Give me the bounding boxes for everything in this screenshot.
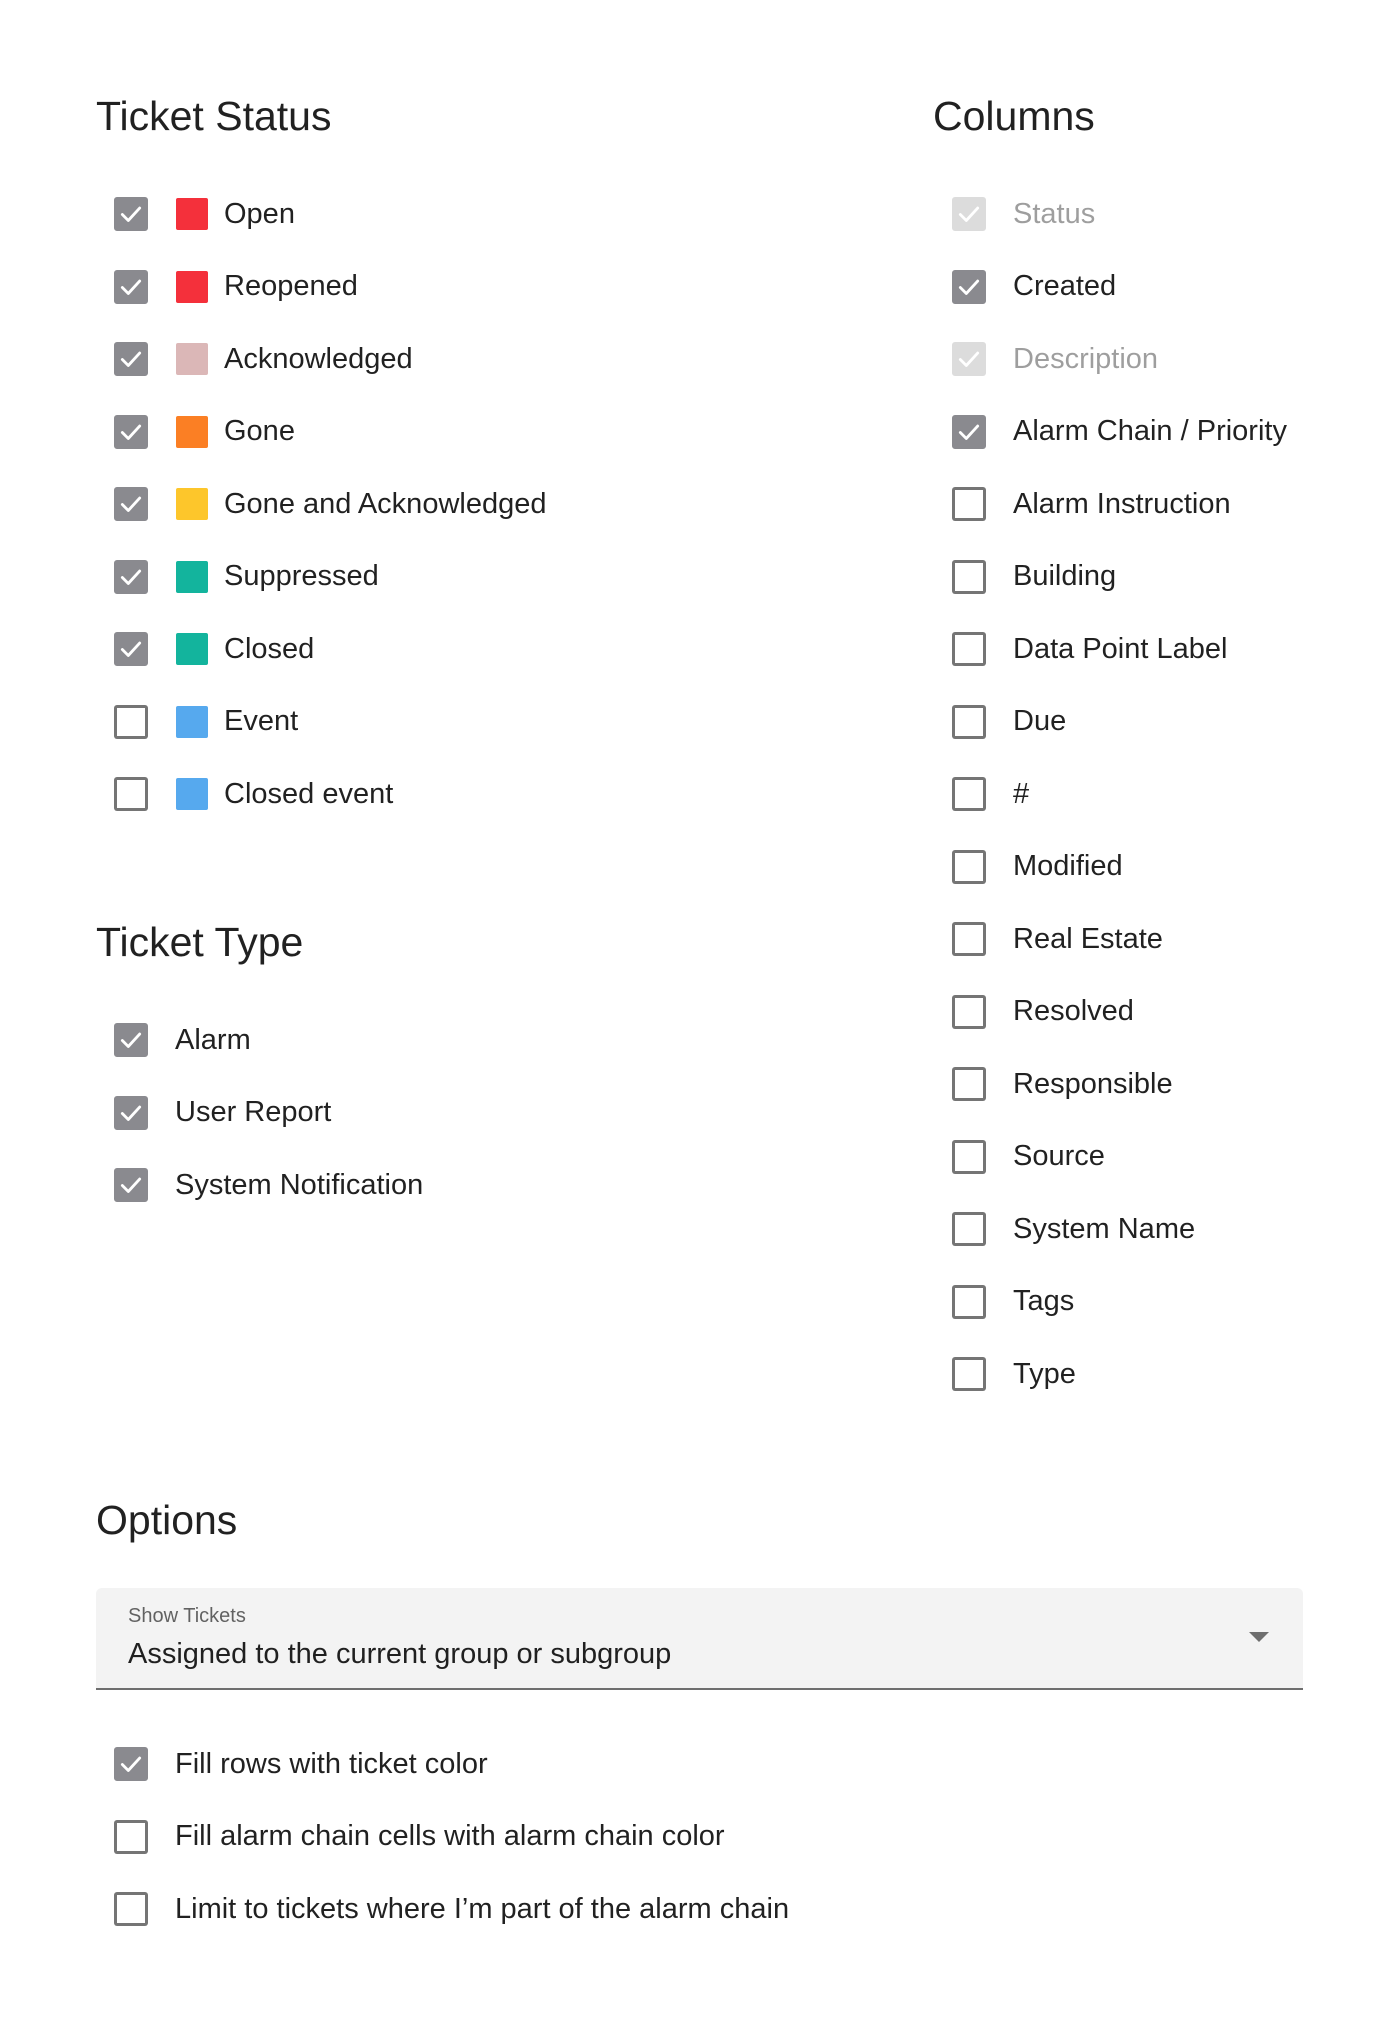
ticket-type-title: Ticket Type bbox=[96, 919, 304, 965]
column-toggle-label: Building bbox=[1013, 560, 1117, 593]
column-toggle-label: Type bbox=[1013, 1357, 1076, 1390]
unchecked-checkbox-icon[interactable] bbox=[952, 1140, 986, 1174]
unchecked-checkbox-icon[interactable] bbox=[952, 850, 986, 884]
status-filter-event[interactable] bbox=[114, 686, 546, 759]
option-limit-to-tickets-where-i-m-part-of-the-alarm-chain[interactable] bbox=[114, 1873, 789, 1946]
show-tickets-label: Show Tickets bbox=[128, 1605, 246, 1627]
options-title: Options bbox=[96, 1497, 238, 1543]
column-toggle-label: Due bbox=[1013, 705, 1067, 738]
checked-checkbox-icon[interactable] bbox=[114, 632, 148, 666]
ticket-type-list bbox=[114, 1004, 423, 1222]
column-toggle-label: Data Point Label bbox=[1013, 632, 1228, 665]
column-toggle-hash[interactable] bbox=[952, 758, 1287, 831]
column-toggle-modified[interactable] bbox=[952, 831, 1287, 904]
ticket-type-label: System Notification bbox=[175, 1168, 424, 1201]
status-filter-label: Reopened bbox=[224, 270, 358, 303]
columns-title: Columns bbox=[933, 93, 1095, 139]
status-filter-gone[interactable] bbox=[114, 396, 546, 469]
status-filter-label: Gone and Acknowledged bbox=[224, 487, 547, 520]
options-list bbox=[114, 1728, 789, 1946]
ticket-type-label: User Report bbox=[175, 1096, 332, 1129]
checked-checkbox-icon[interactable] bbox=[114, 1168, 148, 1202]
column-toggle-resolved[interactable] bbox=[952, 976, 1287, 1049]
column-toggle-label: # bbox=[1013, 777, 1030, 810]
column-toggle-label: Real Estate bbox=[1013, 922, 1163, 955]
unchecked-checkbox-icon[interactable] bbox=[952, 995, 986, 1029]
status-filter-reopened[interactable] bbox=[114, 251, 546, 324]
column-toggle-label: Alarm Chain / Priority bbox=[1013, 415, 1287, 448]
ticket-status-list bbox=[114, 178, 546, 831]
status-color-swatch bbox=[176, 271, 208, 303]
column-toggle-system-name[interactable] bbox=[952, 1193, 1287, 1266]
unchecked-checkbox-icon[interactable] bbox=[952, 1067, 986, 1101]
column-toggle-tags[interactable] bbox=[952, 1266, 1287, 1339]
status-filter-label: Closed bbox=[224, 632, 315, 665]
checked-checkbox-icon[interactable] bbox=[114, 560, 148, 594]
ticket-type-alarm[interactable] bbox=[114, 1004, 423, 1077]
column-toggle-real-estate[interactable] bbox=[952, 903, 1287, 976]
unchecked-checkbox-icon[interactable] bbox=[114, 705, 148, 739]
status-filter-label: Event bbox=[224, 705, 299, 738]
checked-checkbox-icon bbox=[952, 197, 986, 231]
show-tickets-select[interactable] bbox=[96, 1588, 1303, 1690]
column-toggle-label: Tags bbox=[1013, 1285, 1075, 1318]
columns-list bbox=[952, 178, 1287, 1411]
option-fill-alarm-chain-cells-with-alarm-chain-color[interactable] bbox=[114, 1801, 789, 1874]
checked-checkbox-icon[interactable] bbox=[114, 197, 148, 231]
column-toggle-label: Responsible bbox=[1013, 1067, 1173, 1100]
status-color-swatch bbox=[176, 488, 208, 520]
status-filter-label: Closed event bbox=[224, 777, 394, 810]
unchecked-checkbox-icon[interactable] bbox=[114, 1820, 148, 1854]
option-label: Fill alarm chain cells with alarm chain color bbox=[175, 1820, 725, 1853]
unchecked-checkbox-icon[interactable] bbox=[952, 560, 986, 594]
status-filter-suppressed[interactable] bbox=[114, 541, 546, 614]
status-filter-acknowledged[interactable] bbox=[114, 323, 546, 396]
option-label: Fill rows with ticket color bbox=[175, 1747, 488, 1780]
unchecked-checkbox-icon[interactable] bbox=[952, 777, 986, 811]
checked-checkbox-icon[interactable] bbox=[114, 270, 148, 304]
column-toggle-building[interactable] bbox=[952, 541, 1287, 614]
status-filter-closed[interactable] bbox=[114, 613, 546, 686]
unchecked-checkbox-icon[interactable] bbox=[952, 1285, 986, 1319]
column-toggle-description bbox=[952, 323, 1287, 396]
unchecked-checkbox-icon[interactable] bbox=[114, 777, 148, 811]
status-color-swatch bbox=[176, 416, 208, 448]
column-toggle-alarm-instruction[interactable] bbox=[952, 468, 1287, 541]
column-toggle-label: Alarm Instruction bbox=[1013, 487, 1231, 520]
unchecked-checkbox-icon[interactable] bbox=[114, 1892, 148, 1926]
ticket-type-user-report[interactable] bbox=[114, 1077, 423, 1150]
status-color-swatch bbox=[176, 706, 208, 738]
ticket-type-label: Alarm bbox=[175, 1023, 251, 1056]
column-toggle-label: Created bbox=[1013, 270, 1117, 303]
unchecked-checkbox-icon[interactable] bbox=[952, 1357, 986, 1391]
ticket-type-system-notification[interactable] bbox=[114, 1149, 423, 1222]
checked-checkbox-icon[interactable] bbox=[114, 1096, 148, 1130]
unchecked-checkbox-icon[interactable] bbox=[952, 1212, 986, 1246]
column-toggle-created[interactable] bbox=[952, 251, 1287, 324]
unchecked-checkbox-icon[interactable] bbox=[952, 632, 986, 666]
column-toggle-responsible[interactable] bbox=[952, 1048, 1287, 1121]
column-toggle-type[interactable] bbox=[952, 1338, 1287, 1411]
column-toggle-label: Modified bbox=[1013, 850, 1123, 883]
status-filter-label: Suppressed bbox=[224, 560, 379, 593]
column-toggle-label: Status bbox=[1013, 197, 1096, 230]
checked-checkbox-icon[interactable] bbox=[114, 1023, 148, 1057]
checked-checkbox-icon[interactable] bbox=[114, 1747, 148, 1781]
dropdown-arrow-icon bbox=[1249, 1632, 1269, 1642]
checked-checkbox-icon bbox=[952, 342, 986, 376]
column-toggle-status bbox=[952, 178, 1287, 251]
checked-checkbox-icon[interactable] bbox=[114, 342, 148, 376]
unchecked-checkbox-icon[interactable] bbox=[952, 705, 986, 739]
status-filter-closed-event[interactable] bbox=[114, 758, 546, 831]
checked-checkbox-icon[interactable] bbox=[114, 487, 148, 521]
column-toggle-label: System Name bbox=[1013, 1212, 1196, 1245]
checked-checkbox-icon[interactable] bbox=[952, 415, 986, 449]
status-color-swatch bbox=[176, 343, 208, 375]
unchecked-checkbox-icon[interactable] bbox=[952, 487, 986, 521]
unchecked-checkbox-icon[interactable] bbox=[952, 922, 986, 956]
status-color-swatch bbox=[176, 633, 208, 665]
status-filter-label: Acknowledged bbox=[224, 342, 413, 375]
status-filter-open[interactable] bbox=[114, 178, 546, 251]
column-toggle-label: Source bbox=[1013, 1140, 1105, 1173]
column-toggle-alarm-chain-priority[interactable] bbox=[952, 396, 1287, 469]
column-toggle-data-point-label[interactable] bbox=[952, 613, 1287, 686]
status-filter-label: Open bbox=[224, 197, 295, 230]
status-filter-label: Gone bbox=[224, 415, 295, 448]
column-toggle-source[interactable] bbox=[952, 1121, 1287, 1194]
ticket-status-title: Ticket Status bbox=[96, 93, 332, 139]
checked-checkbox-icon[interactable] bbox=[114, 415, 148, 449]
status-color-swatch bbox=[176, 198, 208, 230]
status-color-swatch bbox=[176, 561, 208, 593]
checked-checkbox-icon[interactable] bbox=[952, 270, 986, 304]
status-color-swatch bbox=[176, 778, 208, 810]
status-filter-gone-and-acknowledged[interactable] bbox=[114, 468, 546, 541]
show-tickets-value: Assigned to the current group or subgroup bbox=[128, 1638, 672, 1670]
option-label: Limit to tickets where I’m part of the alarm chain bbox=[175, 1892, 790, 1925]
column-toggle-label: Description bbox=[1013, 342, 1159, 375]
option-fill-rows-with-ticket-color[interactable] bbox=[114, 1728, 789, 1801]
column-toggle-due[interactable] bbox=[952, 686, 1287, 759]
column-toggle-label: Resolved bbox=[1013, 995, 1134, 1028]
